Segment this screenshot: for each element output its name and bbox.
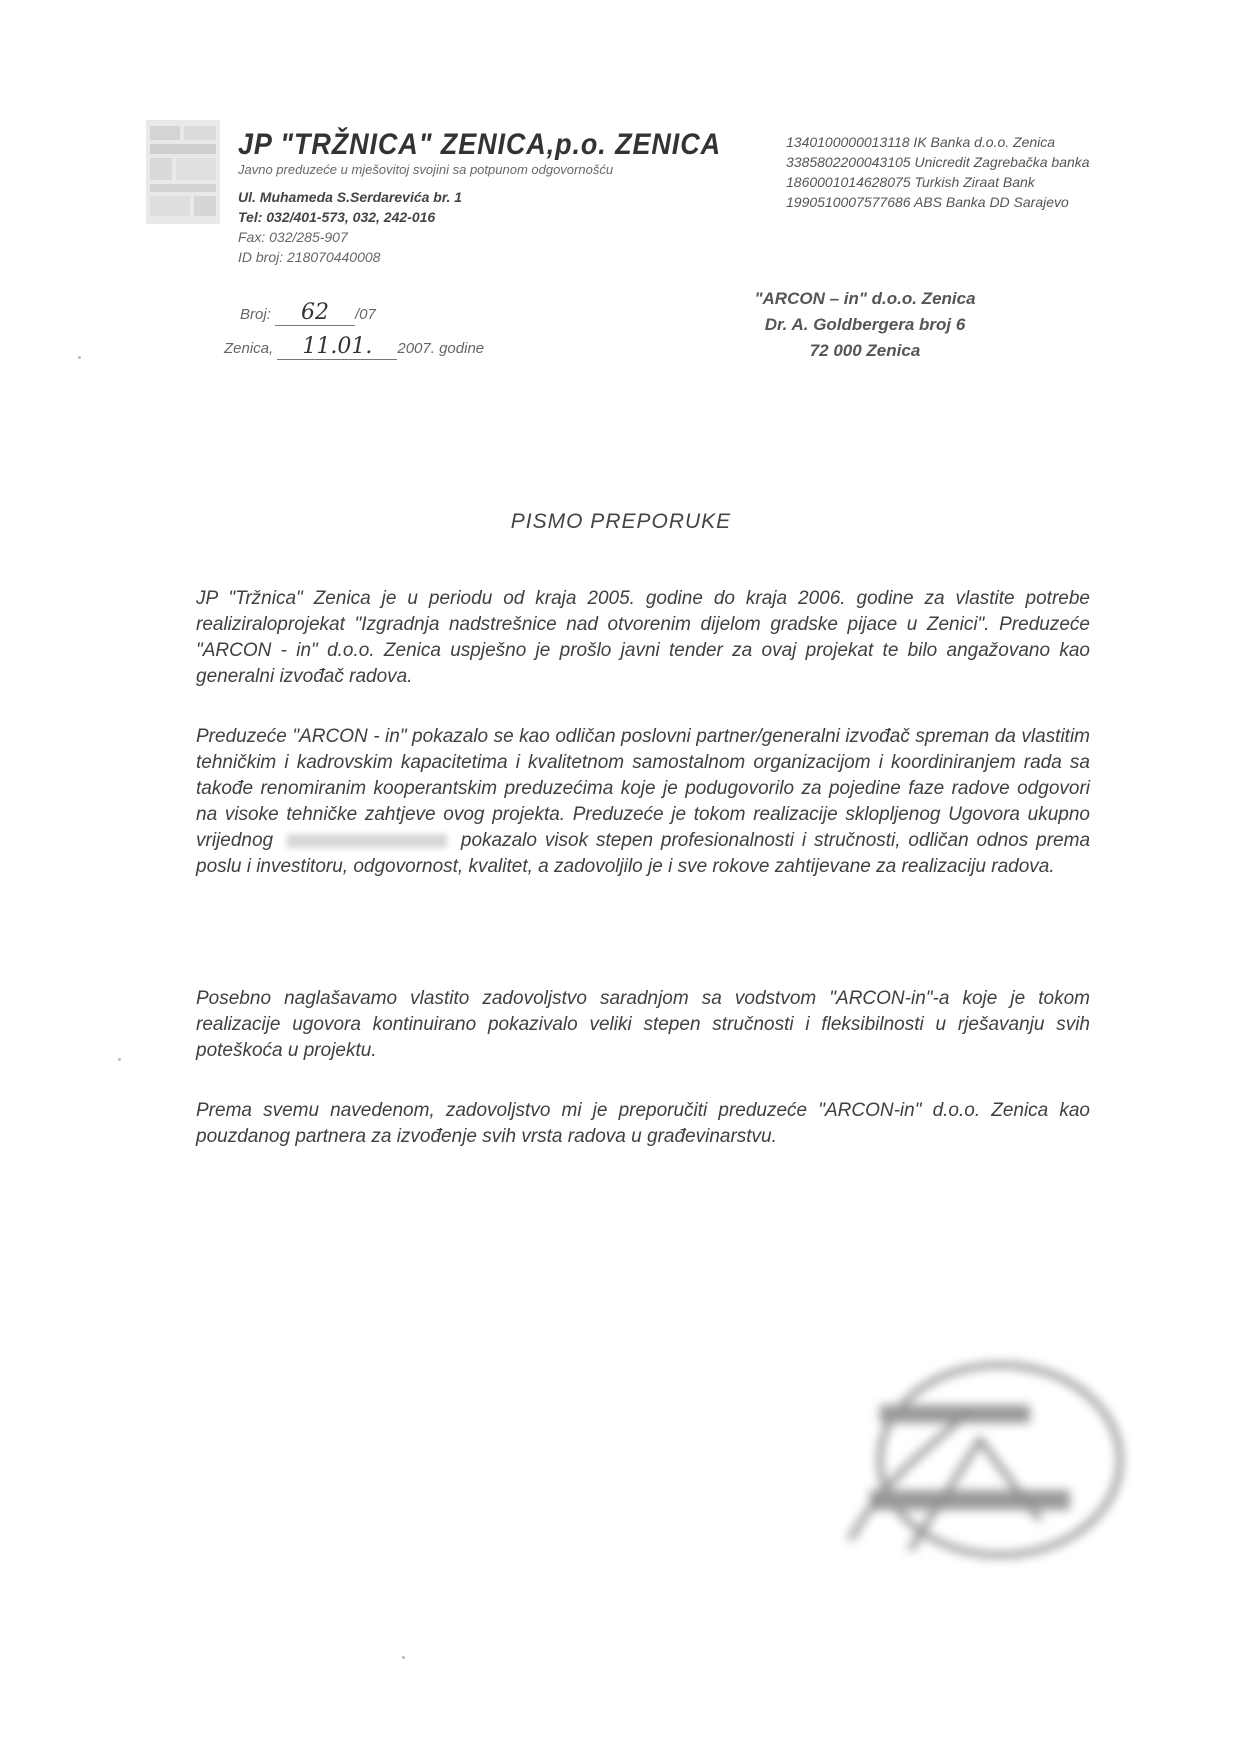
company-header [238, 128, 775, 267]
year-suffix: 2007. godine [397, 340, 485, 357]
company-id: ID broj: 218070440008 [238, 249, 381, 265]
broj-handwritten: 62 [275, 300, 355, 326]
recipient-city: 72 000 Zenica [809, 341, 921, 360]
recipient-block [720, 286, 1010, 364]
letter-title: PISMO PREPORUKE [510, 510, 732, 533]
company-address: Ul. Muhameda S.Serdarevića br. 1 [238, 189, 463, 205]
broj-label: Broj: [240, 306, 271, 323]
reference-number [240, 300, 376, 326]
bank-account-line: 3385802200043105 Unicredit Zagrebačka banka [786, 154, 1090, 170]
recipient-street: Dr. A. Goldbergera broj 6 [764, 315, 966, 334]
place-label: Zenica, [224, 340, 274, 357]
paragraph-2-text-a: Preduzeće "ARCON - in" pokazalo se kao odličan poslovni partner/generalni izvođač spreman da vlastitim tehničkim i kadrovskim kapacitetima i kvalitetnom samostalnom organizacijom i koordiniranjem rada sa takođe renomiranim kooperantskim preduzećima koje je podugovorilo za pojedine faze radove odgovori na visoke tehničke zahtjeve ovog projekta. Preduzeće je tokom realizacije sklopljenog Ugovora ukupno vrijednog [196, 726, 1090, 851]
reference-date [224, 334, 484, 360]
bank-account-line: 1860001014628075 Turkish Ziraat Bank [786, 174, 1035, 190]
company-tel: Tel: 032/401-573, 032, 242-016 [238, 209, 436, 225]
scan-speck [402, 1656, 405, 1659]
broj-suffix: /07 [355, 306, 376, 323]
redacted-amount [287, 834, 447, 848]
body-paragraph-4: Prema svemu navedenom, zadovoljstvo mi je preporučiti preduzeće "ARCON-in" d.o.o. Zenica kao pouzdanog partnera za izvođenje svih vrsta radova u građevinarstvu. [196, 1100, 1090, 1147]
recipient-name: "ARCON – in" d.o.o. Zenica [754, 289, 976, 308]
scan-speck [78, 356, 81, 359]
date-handwritten: 11.01. [277, 334, 397, 360]
body-paragraph-1: JP "Tržnica" Zenica je u periodu od kraja 2005. godine do kraja 2006. godine za vlastite potrebe realiziraloprojekat "Izgradnja nadstrešnice nad otvorenim dijelom gradske pijace u Zenici". Preduzeće "ARCON - in" d.o.o. Zenica uspješno je prošlo javni tender za ovaj projekat te bilo angažovano kao generalni izvođač radova. [196, 588, 1090, 687]
bank-account-line: 1990510007577686 ABS Banka DD Sarajevo [786, 194, 1069, 210]
body-paragraph-2 [196, 724, 1090, 880]
body-paragraph-3: Posebno naglašavamo vlastito zadovoljstvo saradnjom sa vodstvom "ARCON-in"-a koje je tokom realizacije ugovora kontinuirano pokazivalo veliki stepen stručnosti i fleksibilnosti u rješavanju svih poteškoća u projektu. [196, 988, 1090, 1061]
official-stamp-signature [810, 1350, 1140, 1580]
paragraph-2-text-b: pokazalo visok stepen profesionalnosti i stručnosti, odličan odnos prema poslu i investitoru, odgovornost, kvalitet, a zadovoljilo je i sve rokove zahtijevane za realizaciju radova. [196, 830, 1091, 877]
company-fax: Fax: 032/285-907 [238, 229, 348, 245]
bank-accounts [786, 132, 1090, 212]
company-name: JP "TRŽNICA" ZENICA,p.o. ZENICA [238, 128, 722, 161]
company-subtitle: Javno preduzeće u mješovitoj svojini sa potpunom odgovornošću [238, 162, 614, 177]
company-logo [146, 120, 220, 224]
scan-speck [118, 1058, 121, 1061]
bank-account-line: 1340100000013118 IK Banka d.o.o. Zenica [786, 134, 1056, 150]
